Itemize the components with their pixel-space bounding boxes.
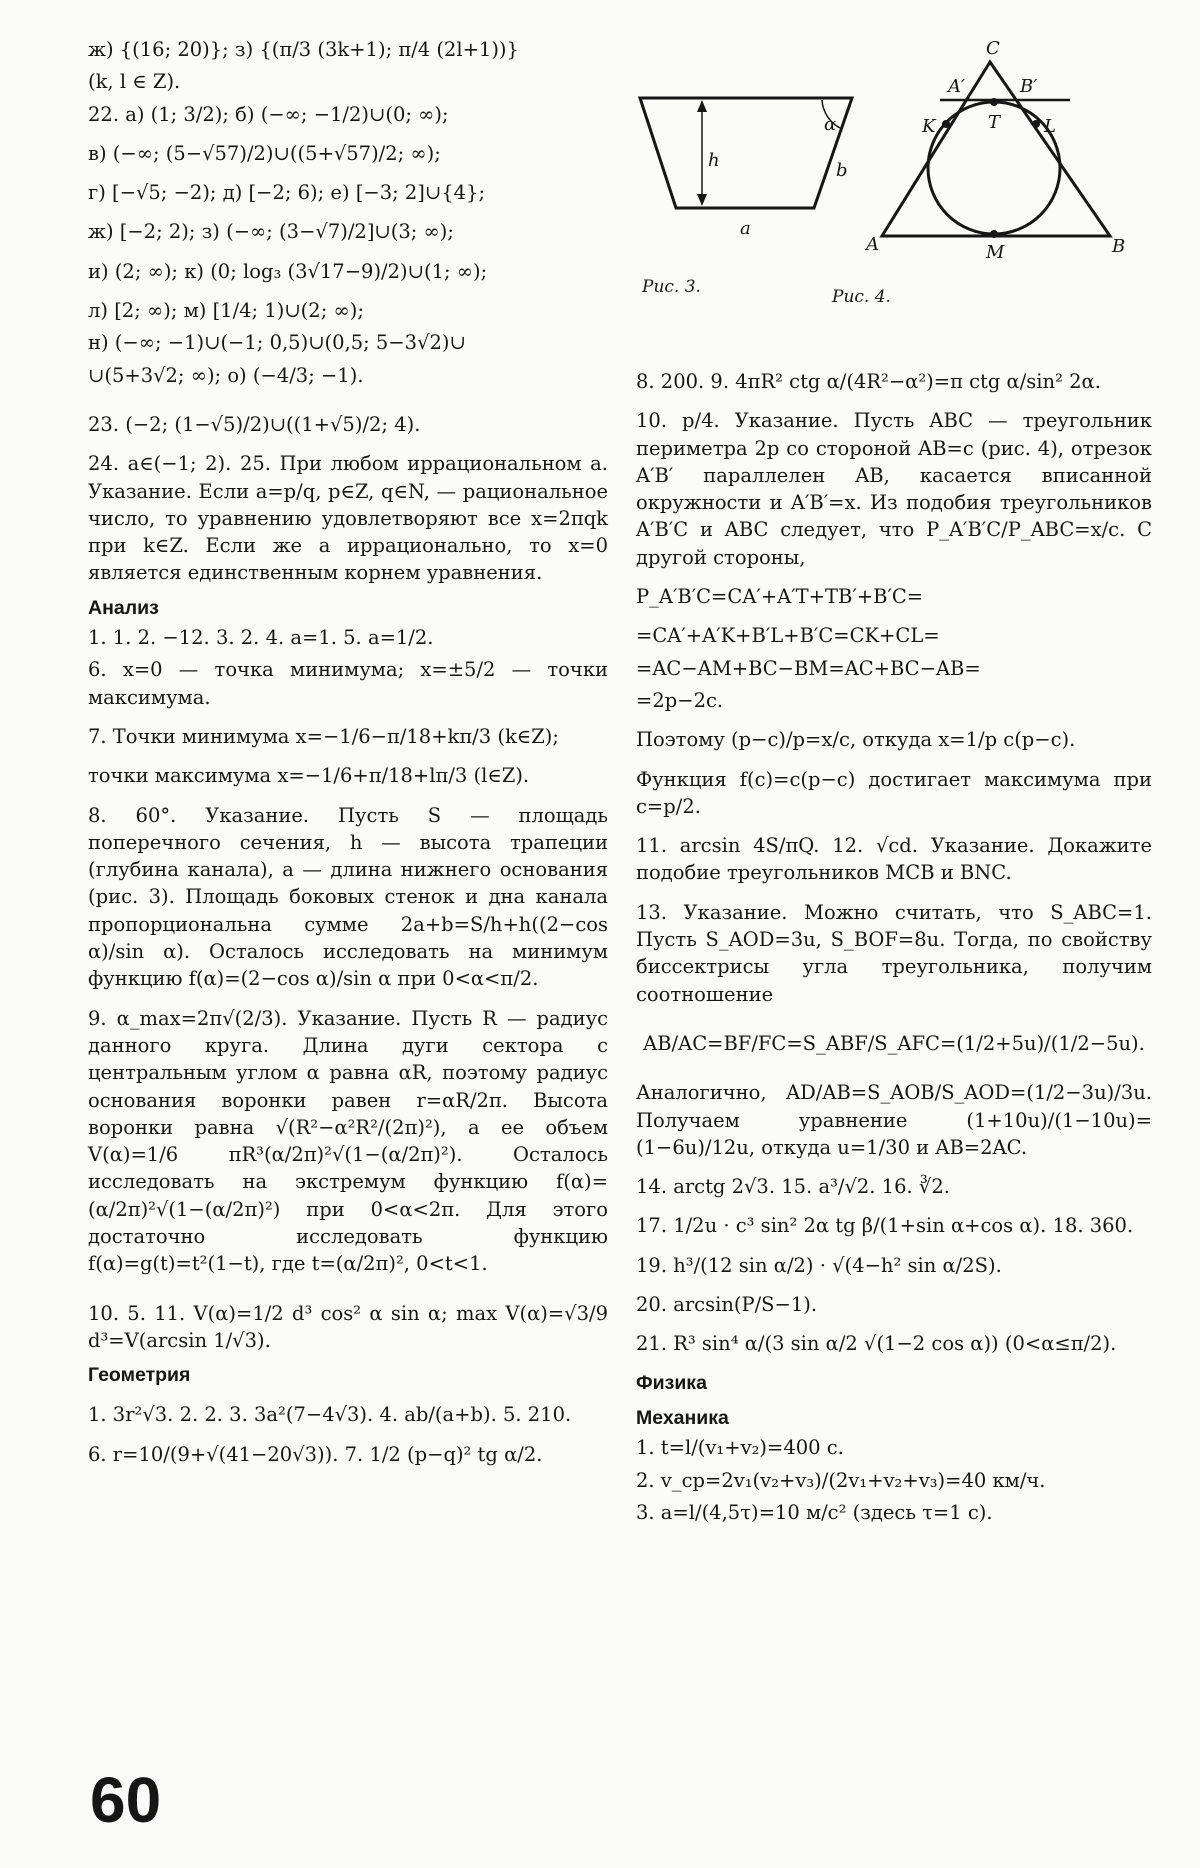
text-line: 1. 3r²√3. 2. 2. 3. 3a²(7−4√3). 4. ab/(a+b). 5. 210.: [88, 1403, 572, 1427]
text-line: 8. 200. 9. 4πR² ctg α/(4R²−α²)=π ctg α/sin² 2α.: [636, 370, 1101, 393]
text-line: и) (2; ∞); к) (0; log₃ (3√17−9)/2)∪(1; ∞);: [88, 259, 488, 283]
text-line: н) (−∞; −1)∪(−1; 0,5)∪(0,5; 5−3√2)∪: [88, 331, 466, 355]
left-column: [88, 36, 608, 1480]
text-line: =CA′+A′K+B′L+B′C=CK+CL=: [636, 624, 940, 648]
text-line: в) (−∞; (5−√57)/2)∪((5+√57)/2; ∞);: [88, 141, 441, 165]
text-line: 6. x=0 — точка минимума; x=±5/2 — точки максимума.: [88, 658, 608, 709]
text-line: 10. p/4. Указание. Пусть ABC — треугольник периметра 2p со стороной AB=c (рис. 4), отрезок A′B′ параллелен AB, касается вписанной окружности и A′B′=x. Из подобия треугольников A′B′C и ABC следует, что P_A′B′C/P_ABC=x/c. С другой стороны,: [636, 409, 1152, 569]
fig4-label-T: T: [988, 112, 1001, 133]
text-line: 2. v_ср=2v₁(v₂+v₃)/(2v₁+v₂+v₃)=40 км/ч.: [636, 1468, 1046, 1492]
text-line: 24. a∈(−1; 2). 25. При любом иррациональном a. Указание. Если a=p/q, p∈Z, q∈N, — рациональное число, то уравнению удовлетворяют все x=2πqk при k∈Z. Если же a иррационально, то x=0 является единственным корнем уравнения.: [88, 452, 608, 585]
text-line: Поэтому (p−c)/p=x/c, откуда x=1/p c(p−c).: [636, 728, 1076, 752]
text-line: 3. a=l/(4,5τ)=10 м/с² (здесь τ=1 с).: [636, 1500, 993, 1524]
display-formula: AB/AC=BF/FC=S_ABF/S_AFC=(1/2+5u)/(1/2−5u).: [643, 1031, 1145, 1055]
fig4-label-K: K: [922, 116, 936, 137]
text-line: 20. arcsin(P/S−1).: [636, 1293, 818, 1317]
text-line: 14. arctg 2√3. 15. a³/√2. 16. ∛2.: [636, 1175, 950, 1199]
text-line: 11. arcsin 4S/πQ. 12. √cd. Указание. Докажите подобие треугольников MCB и BNC.: [636, 834, 1152, 885]
fig4-label-A: A: [866, 234, 879, 255]
right-column: [636, 36, 1152, 1531]
text-line: 17. 1/2u · c³ sin² 2α tg β/(1+sin α+cos α). 18. 360.: [636, 1214, 1134, 1238]
text-line: 1. t=l/(v₁+v₂)=400 с.: [636, 1436, 844, 1460]
right-text: [636, 368, 1152, 1526]
text-line: ∪(5+3√2; ∞); о) (−4/3; −1).: [88, 363, 364, 387]
text-line: (k, l ∈ Z).: [88, 70, 181, 94]
fig3-label-b: b: [836, 160, 848, 181]
section-heading: Геометрия: [88, 1364, 191, 1387]
text-line: 10. 5. 11. V(α)=1/2 d³ cos² α sin α; max V(α)=√3/9 d³=V(arcsin 1/√3).: [88, 1301, 608, 1352]
section-heading: Механика: [636, 1406, 729, 1429]
figure-3-trapezoid: [636, 86, 860, 266]
page-number: 60: [90, 1764, 162, 1836]
fig4-label-A1: A′: [948, 76, 966, 97]
section-heading: Физика: [636, 1371, 707, 1394]
fig4-label-L: L: [1044, 116, 1056, 137]
text-line: 1. 1. 2. −12. 3. 2. 4. a=1. 5. a=1/2.: [88, 626, 434, 650]
text-line: P_A′B′C=CA′+A′T+TB′+B′C=: [636, 585, 924, 609]
text-line: л) [2; ∞); м) [1/4; 1)∪(2; ∞);: [88, 299, 364, 323]
text-line: точки максимума x=−1/6+π/18+lπ/3 (l∈Z).: [88, 764, 530, 788]
text-line: ж) {(16; 20)}; з) {(π/3 (3k+1); π/4 (2l+1))}: [88, 38, 519, 61]
text-line: 22. а) (1; 3/2); б) (−∞; −1/2)∪(0; ∞);: [88, 102, 449, 126]
text-line: 21. R³ sin⁴ α/(3 sin α/2 √(1−2 cos α)) (0<α≤π/2).: [636, 1332, 1117, 1356]
text-line: 19. h³/(12 sin α/2) · √(4−h² sin α/2S).: [636, 1253, 1002, 1277]
text-line: г) [−√5; −2); д) [−2; 6); е) [−3; 2]∪{4};: [88, 181, 486, 205]
fig4-label-B1: B′: [1020, 76, 1038, 97]
figure-3-caption: Рис. 3.: [642, 277, 701, 297]
text-line: Аналогично, AD/AB=S_AOB/S_AOD=(1/2−3u)/3u. Получаем уравнение (1+10u)/(1−10u)=(1−6u)/12u, откуда u=1/30 и AB=2AC.: [636, 1081, 1152, 1159]
text-line: 9. α_max=2π√(2/3). Указание. Пусть R — радиус данного круга. Длина дуги сектора с центральным углом α равна αR, поэтому радиус основания воронки равен r=αR/2π. Высота воронки равна √(R²−α²R²/(2π)²), а ее объем V(α)=1/6 πR³(α/2π)²√(1−(α/2π)²). Осталось исследовать на экстремум функцию f(α)=(α/2π)²√(1−(α/2π)²) при 0<α<2π. Для этого достаточно исследовать функцию f(α)=g(t)=t²(1−t), где t=(α/2π)², 0<t<1.: [88, 1006, 608, 1276]
fig3-label-alpha: α: [824, 114, 837, 135]
text-line: 13. Указание. Можно считать, что S_ABC=1. Пусть S_AOD=3u, S_BOF=8u. Тогда, по свойству биссектрисы угла треугольника, получим соотношение: [636, 900, 1152, 1006]
text-line: 6. r=10/(9+√(41−20√3)). 7. 1/2 (p−q)² tg α/2.: [88, 1442, 543, 1466]
fig3-label-h: h: [708, 150, 720, 171]
fig4-label-M: M: [986, 242, 1005, 263]
figure-4-triangle: [860, 36, 1140, 266]
fig4-label-B: B: [1112, 236, 1126, 257]
text-line: 8. 60°. Указание. Пусть S — площадь поперечного сечения, h — высота трапеции (глубина канала), a — длина нижнего основания (рис. 3). Площадь боковых стенок и дна канала пропорциональна сумме 2a+b=S/h+h((2−cos α)/sin α). Осталось исследовать на минимум функцию f(α)=(2−cos α)/sin α при 0<α<π/2.: [88, 803, 608, 991]
figures-block: [636, 36, 1152, 356]
figure-4-caption: Рис. 4.: [832, 287, 891, 307]
text-line: 23. (−2; (1−√5)/2)∪((1+√5)/2; 4).: [88, 412, 421, 436]
text-line: =AC−AM+BC−BM=AC+BC−AB=: [636, 656, 981, 680]
text-line: 7. Точки минимума x=−1/6−π/18+kπ/3 (k∈Z);: [88, 724, 559, 748]
text-line: =2p−2c.: [636, 688, 724, 712]
text-line: Функция f(c)=c(p−c) достигает максимума при c=p/2.: [636, 767, 1152, 818]
fig3-label-a: a: [740, 218, 751, 239]
fig4-label-C: C: [986, 38, 1000, 59]
text-line: ж) [−2; 2); з) (−∞; (3−√7)/2]∪(3; ∞);: [88, 220, 454, 244]
section-heading: Анализ: [88, 596, 159, 619]
